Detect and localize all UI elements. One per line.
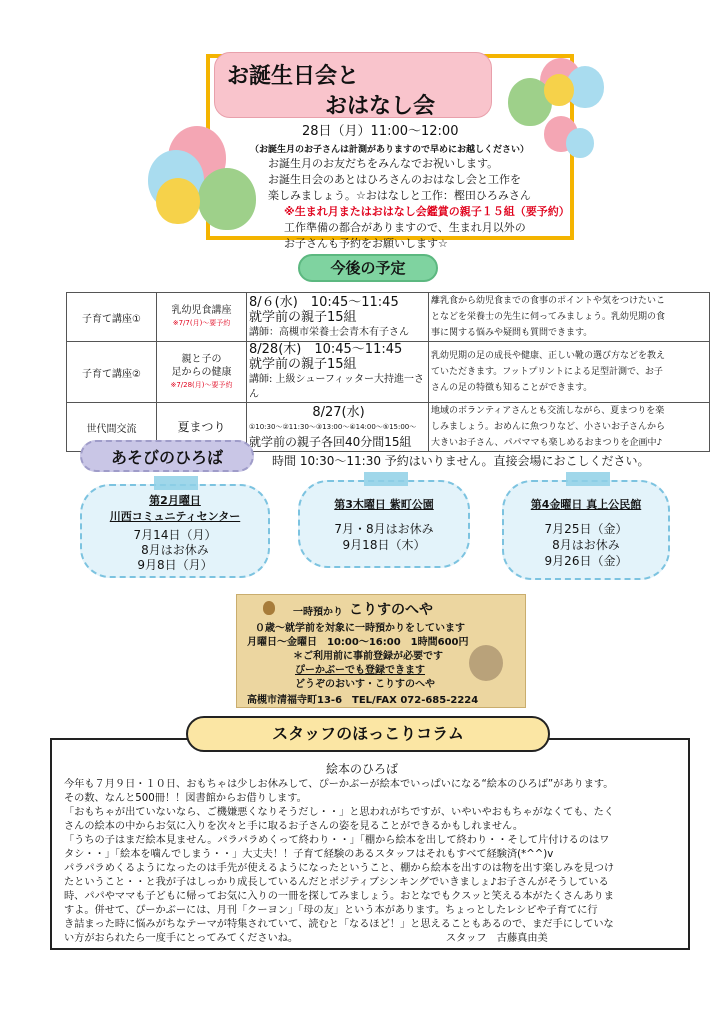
venue-line: 9月18日（木）	[342, 538, 426, 552]
column-line: さんの絵本の中からお気に入りを次々と手に取るお子さんの姿を見ることができるかもしれません。	[64, 821, 524, 832]
column-line: き詰まった時に悩みがちなテーマが特集されていて、読むと「なるほど！」と思えることもあるので、まだ手にしていな	[64, 919, 614, 930]
column-line: タシ・・」「絵本を噛んでしまう・・」大丈夫！！子育て経験のあるスタッフはそれもすべて経験済(*^^)v	[64, 849, 554, 860]
balloon-yellow-left	[156, 178, 200, 224]
tape-decoration	[566, 472, 610, 486]
schedule-desc: さんの足の特徴も知ることができます。	[431, 383, 593, 393]
venue-line: 7月・8月はお休み	[334, 522, 434, 536]
kurisu-line6: 高槻市清福寺町13-6 TEL/FAX 072-685-2224	[247, 695, 479, 706]
schedule-desc: 事に関する悩みや疑問も質問できます。	[431, 328, 593, 338]
schedule-target: 就学前の親子15組	[249, 309, 357, 325]
schedule-date: 8/６(水) 10:45～11:45	[249, 294, 399, 310]
table-row	[67, 293, 710, 342]
schedule-title: 足からの健康	[171, 366, 232, 378]
kurisu-line3: ＊ご利用前に事前登録が必要です	[293, 651, 443, 662]
venue-card	[502, 480, 670, 580]
column-line: パラパラめくるようになったのは手先が使えるようになったということ、棚から絵本を出すのは物を出す楽しみを見つけ	[64, 863, 615, 874]
schedule-desc: 乳幼児期の足の成長や健康、正しい靴の選び方などを教え	[431, 351, 666, 361]
schedule-title-cell	[157, 342, 247, 403]
kurisu-line2: 月曜日～金曜日 10:00～16:00 1時間600円	[247, 637, 469, 648]
schedule-detail-cell	[247, 342, 429, 403]
schedule-title: 乳幼児食講座	[171, 305, 232, 316]
tape-decoration	[154, 476, 198, 490]
venue-line: 7月14日（月）	[133, 528, 217, 542]
schedule-date: 8/27(水)	[312, 404, 365, 420]
column-line: その数、なんと500冊！！図書館からお借りします。	[64, 793, 307, 804]
column-line: すよ。併せて、ぴーかぶーには、月刊「クーヨン」「母の友」という本があります。ちょっとしたレシピや子育てに行	[64, 905, 598, 916]
schedule-desc: となどを栄養士の先生に伺ってみましょう。乳幼児期の食	[431, 312, 666, 322]
schedule-desc-cell	[429, 293, 710, 342]
kurisu-title-small: 一時預かり	[293, 607, 343, 618]
column-line: い方がおられたら一度手にとってみてくださいね。 スタッフ 古藤真由美	[64, 933, 548, 944]
schedule-desc-cell	[429, 342, 710, 403]
balloon-yellow-right	[544, 74, 574, 106]
schedule-desc: 離乳食から幼児食までの食事のポイントや気をつけたいこ	[431, 296, 666, 306]
schedule-lecturer: 講師：高槻市栄養士会青木有子さん	[249, 326, 409, 338]
schedule-times: ①10:30～②11:30～③13:00～④14:00～⑤15:00～	[249, 422, 417, 431]
column-line: 今年も７月９日・１０日、おもちゃは少しお休みして、ぴーかぶーが絵本でいっぱいになる“絵本のひろば”があります。	[64, 779, 614, 790]
schedule-desc: 地域のボランティアさんとも交流しながら、夏まつりを楽	[431, 406, 665, 416]
schedule-reserve: ※7/28(月)～要予約	[170, 380, 233, 389]
venue-line: 7月25日（金）	[544, 522, 628, 536]
birthday-line3: 楽しみましょう。☆おはなしと工作：樫田ひろみさん	[268, 189, 531, 202]
schedule-date: 8/28(木) 10:45～11:45	[249, 342, 403, 357]
kurisu-title: こりすのへや	[349, 602, 433, 618]
venue-card	[80, 484, 270, 578]
kurisu-line1: ０歳～就学前を対象に一時預かりをしています	[255, 623, 465, 634]
venue-line: 8月はお休み	[141, 543, 209, 557]
kurisu-box	[236, 594, 526, 708]
venue-subtitle: 川西コミュニティセンター	[109, 510, 241, 523]
birthday-line2: お誕生日会のあとはひろさんのおはなし会と工作を	[268, 173, 521, 186]
birthday-datetime: 28日（月）11:00～12:00	[302, 124, 459, 139]
kurisu-line5: どうぞのおいす・こりすのへや	[295, 679, 435, 690]
venue-card	[298, 480, 470, 568]
schedule-reserve: ※7/7(月)～要予約	[172, 319, 231, 327]
birthday-line4: ※生まれ月またはおはなし会鑑賞の親子１５組（要予約）	[284, 205, 570, 218]
birthday-title-line1: お誕生日会と	[227, 64, 360, 89]
schedule-detail-cell	[247, 403, 429, 452]
birthday-note: （お誕生月のお子さんは計測がありますので早めにお越しください）	[250, 145, 530, 155]
balloon-blue-right2	[566, 128, 594, 158]
birthday-title-box	[214, 52, 492, 118]
schedule-title: 夏まつり	[157, 403, 247, 452]
table-row	[67, 342, 710, 403]
birthday-title-line2: おはなし会	[325, 94, 436, 119]
schedule-category: 世代間交流	[67, 403, 157, 452]
schedule-lecturer: 講師: 上級シューフィッター大持進一さん	[249, 374, 425, 400]
schedule-desc: しみましょう。おめんに魚つりなど、小さいお子さんから	[431, 422, 666, 432]
column-line: たということ・・と我が子はしっかり成長しているんだとポジティブシンキングでいきましょ♪お子さんがそうしている	[64, 877, 609, 888]
venue-title: 第2月曜日	[149, 494, 201, 507]
schedule-category: 子育て講座②	[67, 342, 157, 403]
schedule-title-cell	[157, 293, 247, 342]
birthday-line5: 工作準備の都合がありますので、生まれ月以外の	[284, 221, 526, 234]
venue-title: 第4金曜日 真上公民館	[530, 498, 642, 511]
birthday-line6: お子さんも予約をお願いします☆	[284, 237, 448, 250]
venue-line: 8月はお休み	[552, 538, 620, 552]
schedule-target: 就学前の親子各回40分間15組	[249, 434, 412, 449]
venue-title: 第3木曜日 紫町公園	[334, 498, 434, 511]
squirrel-icon	[469, 645, 503, 681]
kurisu-line4: ぴーかぶーでも登録できます	[295, 665, 425, 676]
birthday-line1: お誕生月のお友だちをみんなでお祝いします。	[268, 157, 499, 170]
schedule-target: 就学前の親子15組	[249, 357, 357, 372]
tape-decoration	[364, 472, 408, 486]
asobi-note: 時間 10:30～11:30 予約はいりません。直接会場におこしください。	[272, 454, 650, 468]
schedule-desc: ていただきます。フットプリントによる足型計測で、お子	[431, 367, 663, 377]
acorn-icon	[263, 601, 275, 615]
schedule-heading: 今後の予定	[298, 254, 438, 282]
column-line: 「おもちゃが出ていないなら、ご機嫌悪くなりそうだし・・」と思われがちですが、いやいやおもちゃがなくても、たく	[64, 807, 615, 818]
venue-line: 9月8日（月）	[137, 558, 213, 572]
balloon-green-left	[198, 168, 256, 230]
staff-heading: スタッフのほっこりコラム	[186, 716, 550, 752]
column-title: 絵本のひろば	[325, 762, 398, 776]
schedule-category: 子育て講座①	[67, 293, 157, 342]
column-line: 「うちの子はまだ絵本見ません。パラパラめくって終わり・・」「棚から絵本を出して終わり・・そして片付けるのはワ	[64, 835, 610, 846]
asobi-heading: あそびのひろば	[80, 440, 254, 472]
schedule-table	[66, 292, 710, 452]
venue-line: 9月26日（金）	[544, 554, 628, 568]
column-line: 時、パパやママも子どもに帰ってお気に入りの一冊を探してみましょう。おとなでもクスッと笑える本がたくさんありま	[64, 891, 614, 902]
schedule-detail-cell	[247, 293, 429, 342]
schedule-desc: 大きいお子さん、パパママも楽しめるおまつりを企画中♪	[431, 438, 663, 448]
schedule-desc-cell	[429, 403, 710, 452]
schedule-title: 親と子の	[181, 353, 222, 365]
